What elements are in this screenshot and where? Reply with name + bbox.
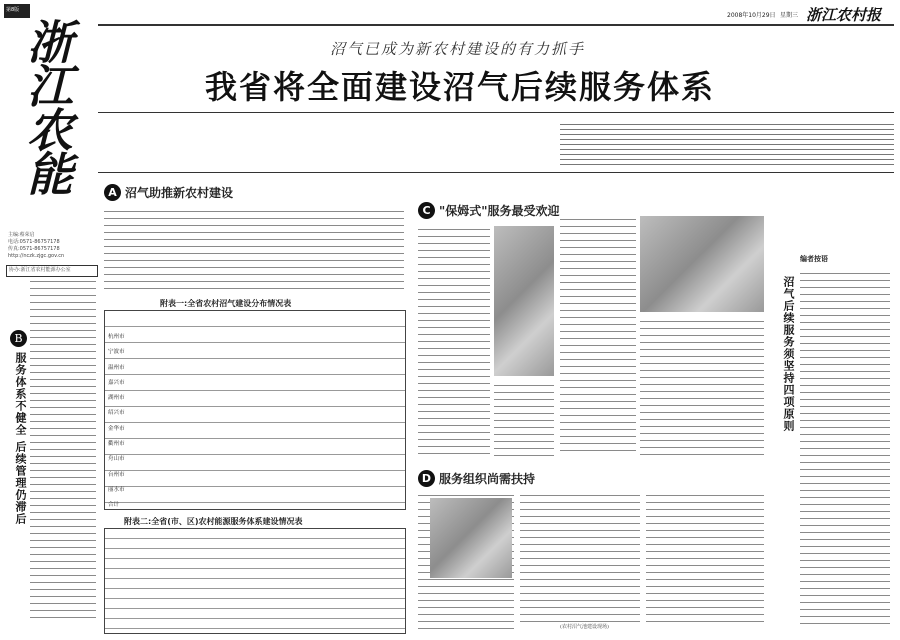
masthead-date: 2008年10月29日	[727, 12, 776, 19]
headline-rule	[98, 112, 894, 113]
section-d-body-2	[520, 492, 640, 622]
masthead-rule	[98, 24, 894, 26]
section-d-header	[418, 470, 535, 487]
section-d-badge: D	[418, 470, 435, 487]
section-a-body	[104, 208, 404, 292]
table1-row-label: 丽水市	[108, 486, 125, 493]
section-c-body-2	[494, 382, 554, 456]
photo-service-station	[640, 216, 764, 312]
sidebar-label: 编者按语	[800, 255, 828, 263]
table1-row-label: 湖州市	[108, 395, 125, 402]
photo-caption: (农村沼气池建设现场)	[560, 624, 609, 630]
photo-interview	[494, 226, 554, 376]
editor-url: http://nczk.zjgc.gov.cn	[8, 253, 65, 259]
table1-row-label: 温州市	[108, 364, 125, 371]
table1-row-label: 台州市	[108, 471, 125, 478]
section-c-body-4	[640, 318, 764, 456]
table1-row-label: 金华市	[108, 425, 125, 432]
section-b-badge: B	[10, 330, 27, 347]
table1-row-label: 杭州市	[108, 334, 125, 340]
section-c-badge: C	[418, 202, 435, 219]
sponsor-text: 协办:浙江省农村能源办公室	[9, 267, 71, 273]
section-b-title: 服务体系不健全 后续管理仍滞后	[14, 352, 27, 525]
editor-name: 主编:蔡荣启	[8, 232, 35, 238]
table1-caption: 附表一:全省农村沼气建设分布情况表	[160, 299, 292, 308]
sidebar-title: 沼气后续服务须坚持四项原则	[782, 276, 795, 432]
section-c-header	[418, 202, 560, 219]
section-c-body-1	[418, 226, 490, 456]
table2-caption: 附表二:全省(市、区)农村能源服务体系建设情况表	[124, 517, 303, 526]
masthead-weekday: 星期三	[780, 12, 799, 19]
paper-name: 浙江农村报	[806, 6, 882, 24]
section-b-body-1	[30, 278, 96, 618]
lead-rule	[98, 172, 894, 173]
section-d-body-3	[646, 492, 764, 622]
editor-phone: 电话:0571-86757178	[8, 239, 60, 245]
table1	[104, 310, 406, 510]
photo-tanker-truck	[430, 498, 512, 578]
lead-paragraph	[560, 122, 894, 166]
sidebar-body	[800, 270, 890, 630]
table1-row-labels	[108, 330, 138, 514]
table1-row-label: 嘉兴市	[108, 379, 125, 386]
table1-row-label: 合计	[108, 502, 120, 509]
section-a-title: 沼气助推新农村建设	[125, 186, 234, 200]
editor-fax: 传真:0571-86757178	[8, 246, 60, 252]
column-title: 浙江农能	[20, 18, 74, 194]
table1-row-label: 绍兴市	[108, 410, 125, 417]
table1-row-label: 舟山市	[108, 456, 125, 463]
table2	[104, 528, 406, 634]
table1-row-label: 衢州市	[108, 441, 125, 448]
headline-kicker: 沼气已成为新农村建设的有力抓手	[330, 40, 586, 58]
section-a-header	[104, 184, 233, 201]
section-a-badge: A	[104, 184, 121, 201]
table1-row-label: 宁波市	[108, 349, 125, 356]
section-c-title: "保姆式"服务最受欢迎	[439, 204, 560, 218]
section-d-title: 服务组织尚需扶持	[439, 472, 536, 486]
section-c-body-3	[560, 216, 636, 456]
corner-tag-text: 第8版	[6, 7, 20, 13]
headline-main: 我省将全面建设沼气后续服务体系	[205, 68, 716, 106]
editor-block	[8, 232, 94, 260]
